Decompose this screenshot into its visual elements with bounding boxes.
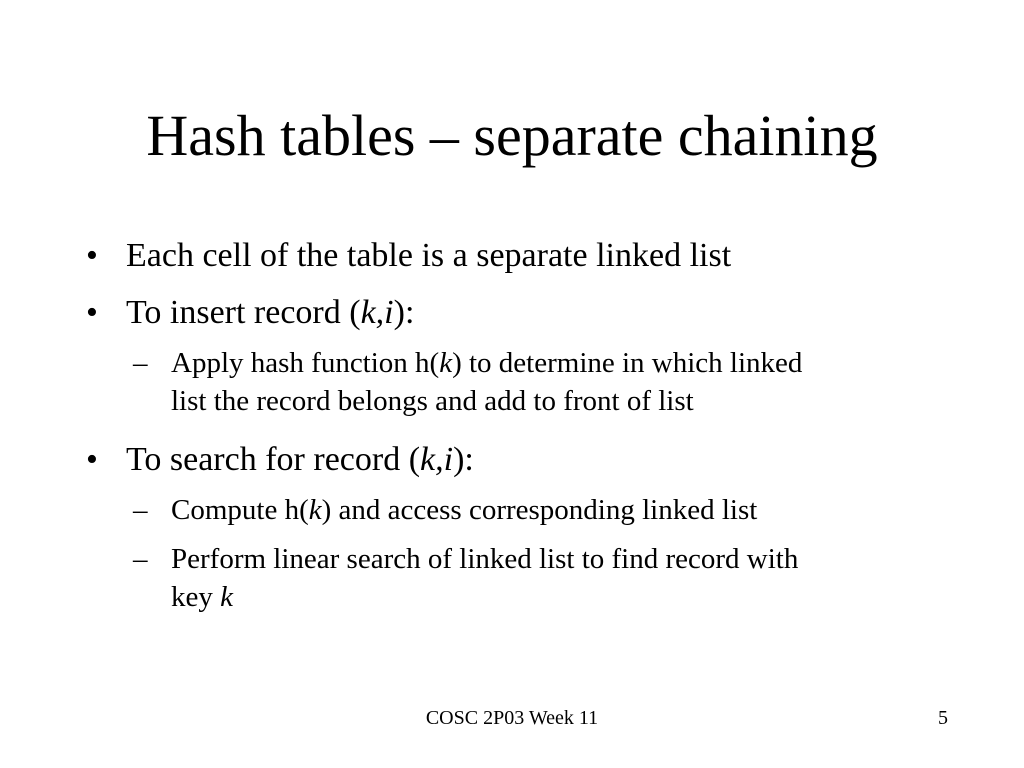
dash-icon: – (133, 494, 148, 526)
slide-title: Hash tables – separate chaining (146, 103, 878, 168)
sub-bullet-item (133, 491, 931, 529)
text-line (171, 540, 931, 578)
bullet-text: ): (453, 441, 474, 478)
dash-icon: – (133, 543, 148, 575)
text-run: Perform linear search of linked list to find record with (171, 543, 799, 575)
bullet-item (86, 293, 414, 333)
text-run: key (171, 581, 221, 613)
bullet-text: To insert record ( (126, 294, 361, 331)
italic-text-run: k (220, 581, 233, 613)
sub-bullet-text (171, 491, 931, 529)
bullet-text: Each cell of the table is a separate linked list (126, 237, 732, 274)
text-run: Compute h( (171, 494, 309, 526)
bullet-italic-text: k,i (420, 441, 454, 478)
text-line (171, 491, 931, 529)
italic-text-run: k (308, 494, 322, 526)
bullet-text: To search for record ( (126, 441, 421, 478)
sub-bullet-item (133, 540, 931, 616)
bullet-item (86, 440, 474, 480)
text-run: Apply hash function h( (171, 347, 440, 379)
text-run: ) and access corresponding linked list (321, 494, 758, 526)
text-line (171, 382, 931, 420)
text-run: ) to determine in which linked (452, 347, 803, 379)
text-line (171, 578, 931, 616)
sub-bullet-text (171, 344, 931, 420)
dash-icon: – (133, 347, 148, 379)
page-number: 5 (938, 707, 948, 729)
text-run: list the record belongs and add to front of list (171, 385, 694, 417)
bullet-icon: • (86, 294, 98, 331)
footer-course-label: COSC 2P03 Week 11 (425, 707, 599, 729)
bullet-icon: • (86, 237, 98, 274)
bullet-item (86, 236, 731, 276)
sub-bullet-item (133, 344, 931, 420)
italic-text-run: k (439, 347, 453, 379)
bullet-italic-text: k,i (360, 294, 394, 331)
bullet-text: ): (393, 294, 415, 331)
text-line (171, 344, 931, 382)
bullet-icon: • (86, 441, 98, 478)
sub-bullet-text (171, 540, 931, 616)
